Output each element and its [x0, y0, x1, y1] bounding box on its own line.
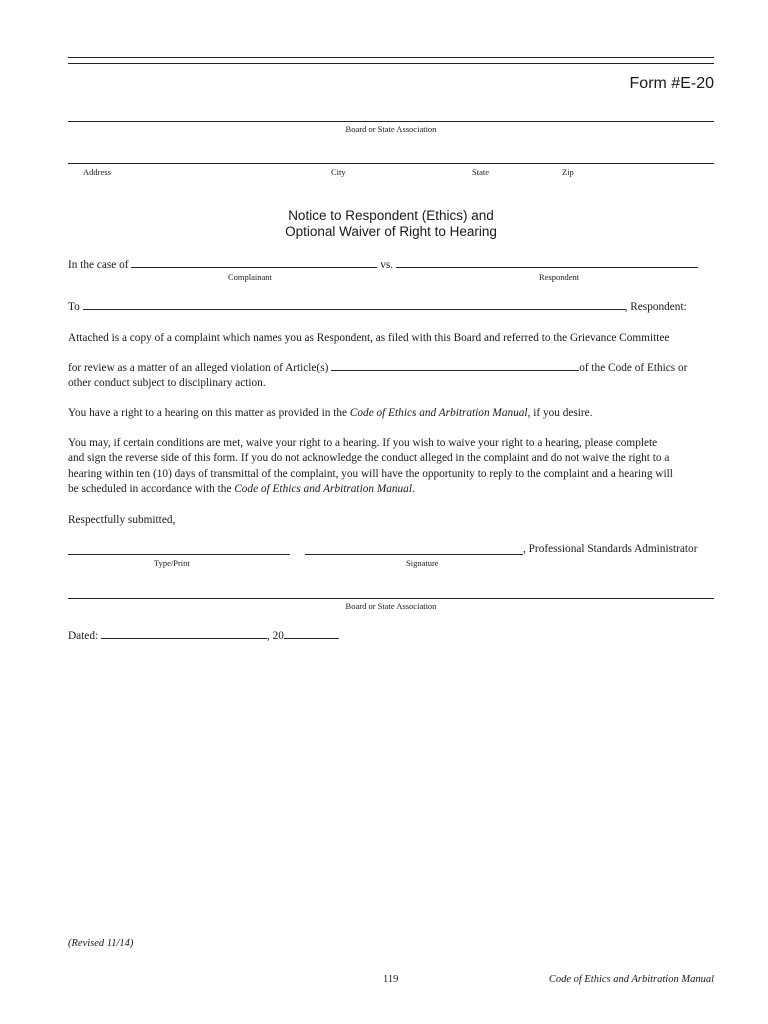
para4-line3: hearing within ten (10) days of transmittal of the complaint, you will have the opportunity to reply to the complaint and a hearing will [68, 468, 673, 480]
vs-label: vs. [380, 259, 394, 271]
page-title [68, 208, 714, 240]
revised-note [68, 936, 133, 951]
footer-manual-title [549, 972, 714, 987]
para-right-to-hearing [68, 406, 714, 421]
type-print-label: Type/Print [154, 558, 190, 568]
case-prefix: In the case of [68, 259, 129, 271]
signature-field[interactable] [305, 554, 523, 555]
respectfully-submitted: Respectfully submitted, [68, 514, 176, 526]
board-label-2: Board or State Association [345, 601, 437, 611]
para4-line1: You may, if certain conditions are met, waive your right to a hearing. If you wish to waive your right to a hearing, please complete [68, 437, 658, 449]
case-line [68, 257, 714, 273]
revised-text: (Revised 11/14) [68, 938, 134, 949]
date-field[interactable] [101, 628, 267, 639]
board-label: Board or State Association [345, 124, 437, 134]
board-field-line-2[interactable] [68, 598, 714, 599]
form-number: Form #E-20 [629, 75, 714, 92]
para3-manual-title: Code of Ethics and Arbitration Manual [349, 407, 528, 419]
top-rule-2 [68, 63, 714, 64]
to-suffix: , Respondent: [624, 301, 687, 313]
signature-label: Signature [406, 558, 439, 568]
para4-line4-prefix: be scheduled in accordance with the [68, 483, 232, 495]
city-label: City [331, 167, 346, 177]
zip-label: Zip [562, 167, 574, 177]
para2-line2: other conduct subject to disciplinary action. [68, 377, 266, 389]
page-number: 119 [383, 974, 399, 985]
para3-suffix: , if you desire. [527, 407, 593, 419]
complainant-field[interactable] [131, 257, 377, 268]
respondent-label: Respondent [539, 272, 580, 282]
complainant-label: Complainant [228, 272, 272, 282]
state-label: State [472, 167, 489, 177]
footer-manual-text: Code of Ethics and Arbitration Manual [548, 974, 714, 985]
title-line-2: Optional Waiver of Right to Hearing [285, 224, 497, 239]
para2-prefix: for review as a matter of an alleged violation of Article(s) [68, 362, 329, 374]
respondent-field[interactable] [396, 257, 698, 268]
address-field-line[interactable] [68, 163, 714, 164]
to-prefix: To [68, 301, 80, 313]
administrator-label: , Professional Standards Administrator [523, 543, 698, 555]
year-field[interactable] [284, 628, 339, 639]
dated-prefix: Dated: [68, 630, 99, 642]
year-prefix: , 20 [266, 630, 284, 642]
para4-line4-suffix: . [411, 483, 415, 495]
address-label: Address [83, 167, 111, 177]
board-field-line[interactable] [68, 121, 714, 122]
dated-line [68, 628, 714, 644]
to-line [68, 299, 714, 315]
para3-prefix: You have a right to a hearing on this matter as provided in the [68, 407, 348, 419]
type-print-field[interactable] [68, 554, 290, 555]
para4-line4 [68, 482, 714, 497]
para4-line2: and sign the reverse side of this form. If you do not acknowledge the conduct alleged in the complaint and do not waive the right to a [68, 452, 670, 464]
para-attached: Attached is a copy of a complaint which names you as Respondent, as filed with this Board and referred to the Grievance Committee [68, 332, 670, 344]
to-field[interactable] [83, 299, 625, 310]
title-line-1: Notice to Respondent (Ethics) and [288, 208, 494, 223]
para4-manual-title: Code of Ethics and Arbitration Manual [234, 483, 412, 495]
article-field[interactable] [331, 360, 579, 371]
para2-suffix: of the Code of Ethics or [579, 362, 688, 374]
top-rule [68, 57, 714, 58]
para-article-line [68, 360, 714, 376]
